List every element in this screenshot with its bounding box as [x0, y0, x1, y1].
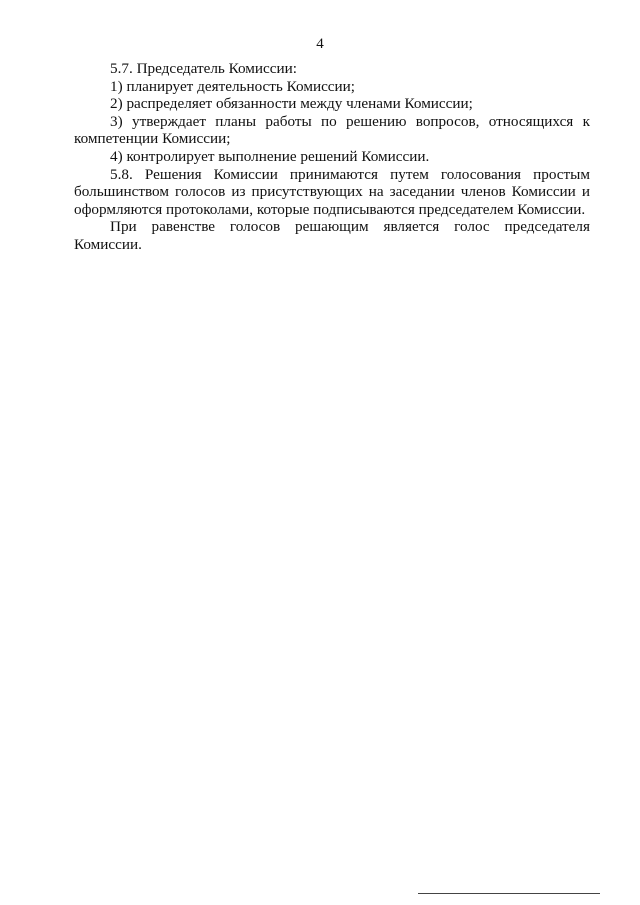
footer-divider — [418, 893, 600, 894]
list-item-2: 2) распределяет обязанности между членами Комиссии; — [110, 95, 473, 113]
list-item-1: 1) планирует деятельность Комиссии; — [110, 77, 356, 95]
paragraph-5-8: 5.8. Решения Комиссии принимаются путем голосования простым большинством голосов из присутствующих на заседании членов Комиссии и оформляются протоколами, которые подписываются председателем Комиссии. — [74, 165, 590, 218]
paragraph-tie-vote: При равенстве голосов решающим является голос председателя Комиссии. — [74, 218, 590, 253]
page-number: 4 — [316, 36, 324, 52]
list-item-3: 3) утверждает планы работы по решению вопросов, относящихся к компетенции Комиссии; — [74, 112, 590, 148]
document-body — [74, 60, 590, 254]
list-item-4: 4) контролирует выполнение решений Комиссии. — [110, 147, 430, 165]
paragraph-5-7-heading: 5.7. Председатель Комиссии: — [110, 60, 298, 77]
